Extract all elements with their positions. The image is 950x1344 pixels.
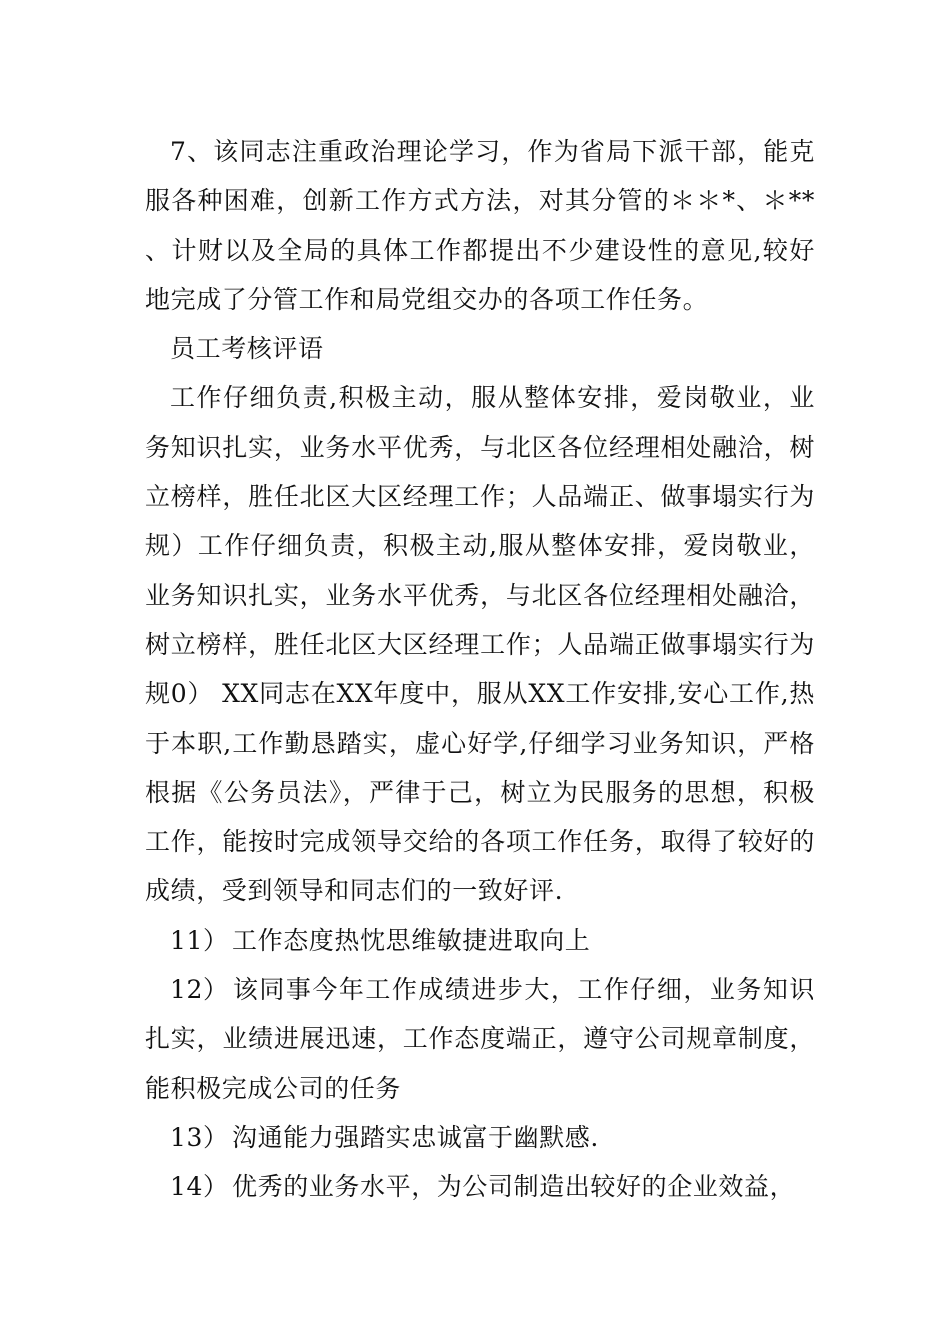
list-item: [145, 916, 815, 965]
list-item-number: 13）: [170, 1122, 229, 1152]
list-item-number: 12）: [170, 975, 229, 1005]
list-item-text: 该同事今年工作成绩进步大，工作仔细，业务知识扎实，业绩进展迅速，工作态度端正，遵守公司规章制度，能积极完成公司的任务: [145, 975, 815, 1103]
list-item: [145, 965, 815, 1113]
list-item-text: 工作态度热忱思维敏捷进取向上: [232, 925, 591, 955]
paragraph-7: 7、该同志注重政治理论学习，作为省局下派干部，能克服各种困难，创新工作方式方法，对其分管的＊＊*、＊**、计财以及全局的具体工作都提出不少建设性的意见,较好地完成了分管工作和局党组交办的各项工作任务。: [145, 137, 815, 314]
list-item: [145, 1113, 815, 1162]
list-item-number: 14）: [170, 1172, 229, 1202]
list-item: [145, 1162, 815, 1211]
paragraph-review: 工作仔细负责,积极主动，服从整体安排，爱岗敬业，业务知识扎实，业务水平优秀，与北区各位经理相处融洽，树立榜样，胜任北区大区经理工作；人品端正、做事塌实行为规）工作仔细负责，积极主动,服从整体安排，爱岗敬业，业务知识扎实，业务水平优秀，与北区各位经理相处融洽，树立榜样，胜任北区大区经理工作；人品端正做事塌实行为规0） XX同志在XX年度中，服从XX工作安排,安心工作,热于本职,工作勤恳踏实，虚心好学,仔细学习业务知识，严格根据《公务员法》，严律于己，树立为民服务的思想，积极工作，能按时完成领导交给的各项工作任务，取得了较好的成绩，受到领导和同志们的一致好评.: [145, 383, 815, 906]
list-item-text: 优秀的业务水平，为公司制造出较好的企业效益，: [232, 1172, 796, 1202]
list-item-number: 11）: [170, 925, 229, 955]
list-item-text: 沟通能力强踏实忠诚富于幽默感.: [232, 1122, 599, 1152]
document-body: [145, 127, 815, 1212]
section-heading: 员工考核评语: [170, 334, 324, 364]
